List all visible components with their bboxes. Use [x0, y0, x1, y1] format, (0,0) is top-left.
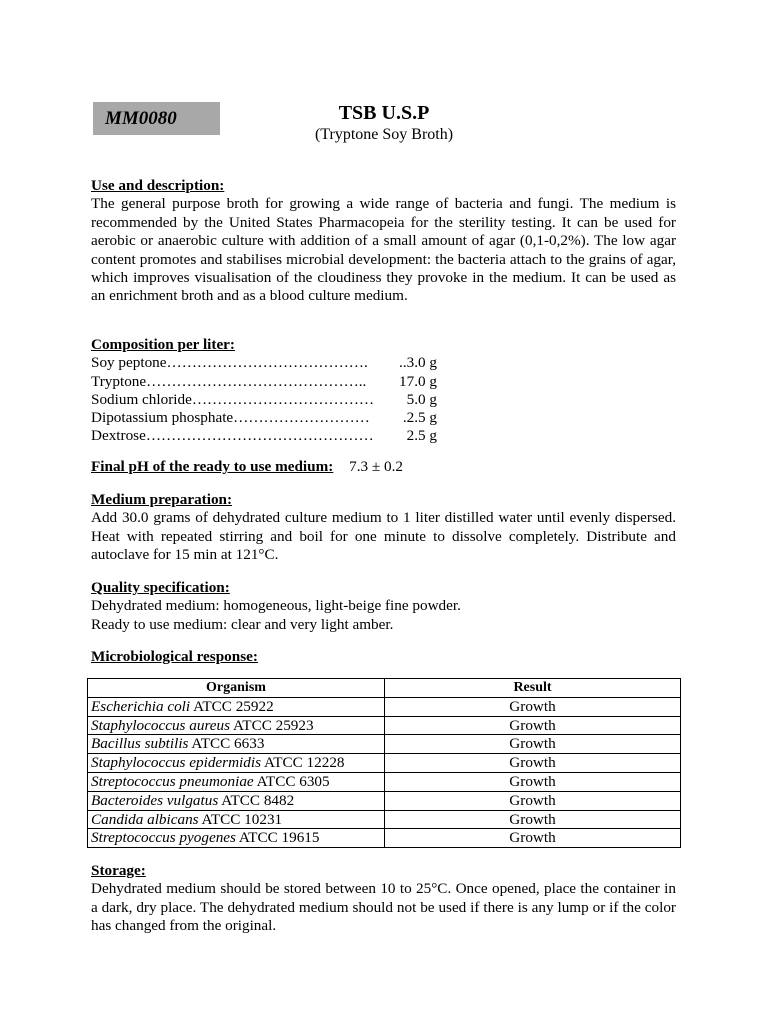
table-row — [88, 829, 681, 848]
ingredient-amount: .2.5 g — [402, 408, 437, 426]
use-section — [91, 177, 676, 306]
species-name: Bacillus subtilis — [91, 735, 189, 753]
organism-cell — [88, 772, 385, 791]
species-name: Bacteroides vulgatus — [91, 791, 219, 809]
ingredient-amount: 17.0 g — [399, 372, 437, 390]
ingredient-name: Tryptone…………………………………….. — [91, 372, 367, 390]
preparation-text: Add 30.0 grams of dehydrated culture medium to 1 liter distilled water until evenly dispersed. Heat with repeated stirring and boil for one minute to dissolve completely. Distribute and autoclave for 15 min at 121°C. — [91, 509, 676, 564]
result-cell: Growth — [385, 810, 681, 829]
document-subtitle: (Tryptone Soy Broth) — [314, 126, 454, 143]
strain-id: ATCC 6305 — [253, 772, 330, 790]
composition-row — [91, 409, 676, 427]
result-cell: Growth — [385, 735, 681, 754]
organism-cell — [88, 697, 385, 716]
result-cell: Growth — [385, 791, 681, 810]
storage-text: Dehydrated medium should be stored between 10 to 25°C. Once opened, place the container in a dark, dry place. The dehydrated medium should not be used if there is any lump or if the color has changed from the original. — [91, 880, 676, 935]
result-cell: Growth — [385, 754, 681, 773]
ph-heading: Final pH of the ready to use medium: — [91, 458, 334, 475]
organism-cell — [88, 791, 385, 810]
micro-response-table — [87, 678, 681, 848]
table-row — [88, 697, 681, 716]
quality-line-ready: Ready to use medium: clear and very light amber. — [91, 615, 394, 633]
storage-section — [91, 862, 676, 936]
composition-row — [91, 354, 676, 372]
preparation-section — [91, 491, 676, 565]
table-header-row — [88, 679, 681, 698]
strain-id: ATCC 25922 — [190, 697, 274, 715]
ingredient-amount: ..3.0 g — [399, 354, 437, 372]
strain-id: ATCC 6633 — [188, 735, 265, 753]
quality-line-dehydrated: Dehydrated medium: homogeneous, light-beige fine powder. — [91, 597, 461, 615]
species-name: Streptococcus pyogenes — [91, 829, 236, 847]
organism-column-header: Organism — [88, 679, 385, 698]
ingredient-name: Sodium chloride……………………………… — [91, 390, 375, 408]
result-cell: Growth — [385, 716, 681, 735]
quality-section — [91, 579, 676, 634]
species-name: Streptococcus pneumoniae — [91, 772, 254, 790]
ingredient-name: Soy peptone…………………………………. — [91, 354, 368, 372]
micro-heading: Microbiological response: — [91, 648, 258, 665]
organism-cell — [88, 716, 385, 735]
result-column-header: Result — [385, 679, 681, 698]
table-row — [88, 810, 681, 829]
composition-section — [91, 336, 676, 445]
ingredient-amount: 5.0 g — [406, 390, 437, 408]
product-code-badge: MM0080 — [93, 102, 220, 135]
table-row — [88, 791, 681, 810]
storage-heading: Storage: — [91, 862, 146, 879]
species-name: Staphylococcus aureus — [91, 716, 231, 734]
ph-value: 7.3 ± 0.2 — [349, 458, 403, 475]
micro-section — [91, 648, 676, 666]
use-text: The general purpose broth for growing a wide range of bacteria and fungi. The medium is recommended by the United States Pharmacopeia for the sterility testing. It can be used for aerobic or anaerobic culture with addition of a small amount of agar (0,1-0,2%). The low agar content promotes and stabilises microbial development: the bacteria attach to the grains of agar, which improves visualisation of the cloudiness they provoke in the medium. It can be used as an enrichment broth and as a blood culture medium. — [91, 195, 676, 305]
organism-cell — [88, 829, 385, 848]
organism-cell — [88, 754, 385, 773]
species-name: Escherichia coli — [91, 697, 191, 715]
organism-cell — [88, 735, 385, 754]
strain-id: ATCC 8482 — [218, 791, 295, 809]
table-row — [88, 772, 681, 791]
organism-cell — [88, 810, 385, 829]
quality-heading: Quality specification: — [91, 579, 230, 596]
strain-id: ATCC 25923 — [230, 716, 314, 734]
ph-line — [91, 458, 403, 476]
result-cell: Growth — [385, 772, 681, 791]
composition-row — [91, 427, 676, 445]
composition-row — [91, 373, 676, 391]
ingredient-name: Dextrose……………………………………… — [91, 427, 374, 445]
document-title: TSB U.S.P — [338, 102, 430, 124]
composition-heading: Composition per liter: — [91, 336, 235, 353]
species-name: Staphylococcus epidermidis — [91, 754, 261, 772]
table-row — [88, 716, 681, 735]
strain-id: ATCC 12228 — [260, 754, 345, 772]
table-row — [88, 754, 681, 773]
table-row — [88, 735, 681, 754]
result-cell: Growth — [385, 829, 681, 848]
ingredient-amount: 2.5 g — [406, 427, 437, 445]
strain-id: ATCC 10231 — [198, 810, 283, 828]
result-cell: Growth — [385, 697, 681, 716]
use-heading: Use and description: — [91, 177, 225, 194]
species-name: Candida albicans — [91, 810, 199, 828]
composition-row — [91, 391, 676, 409]
ingredient-name: Dipotassium phosphate……………………… — [91, 408, 370, 426]
strain-id: ATCC 19615 — [235, 829, 320, 847]
preparation-heading: Medium preparation: — [91, 491, 233, 508]
